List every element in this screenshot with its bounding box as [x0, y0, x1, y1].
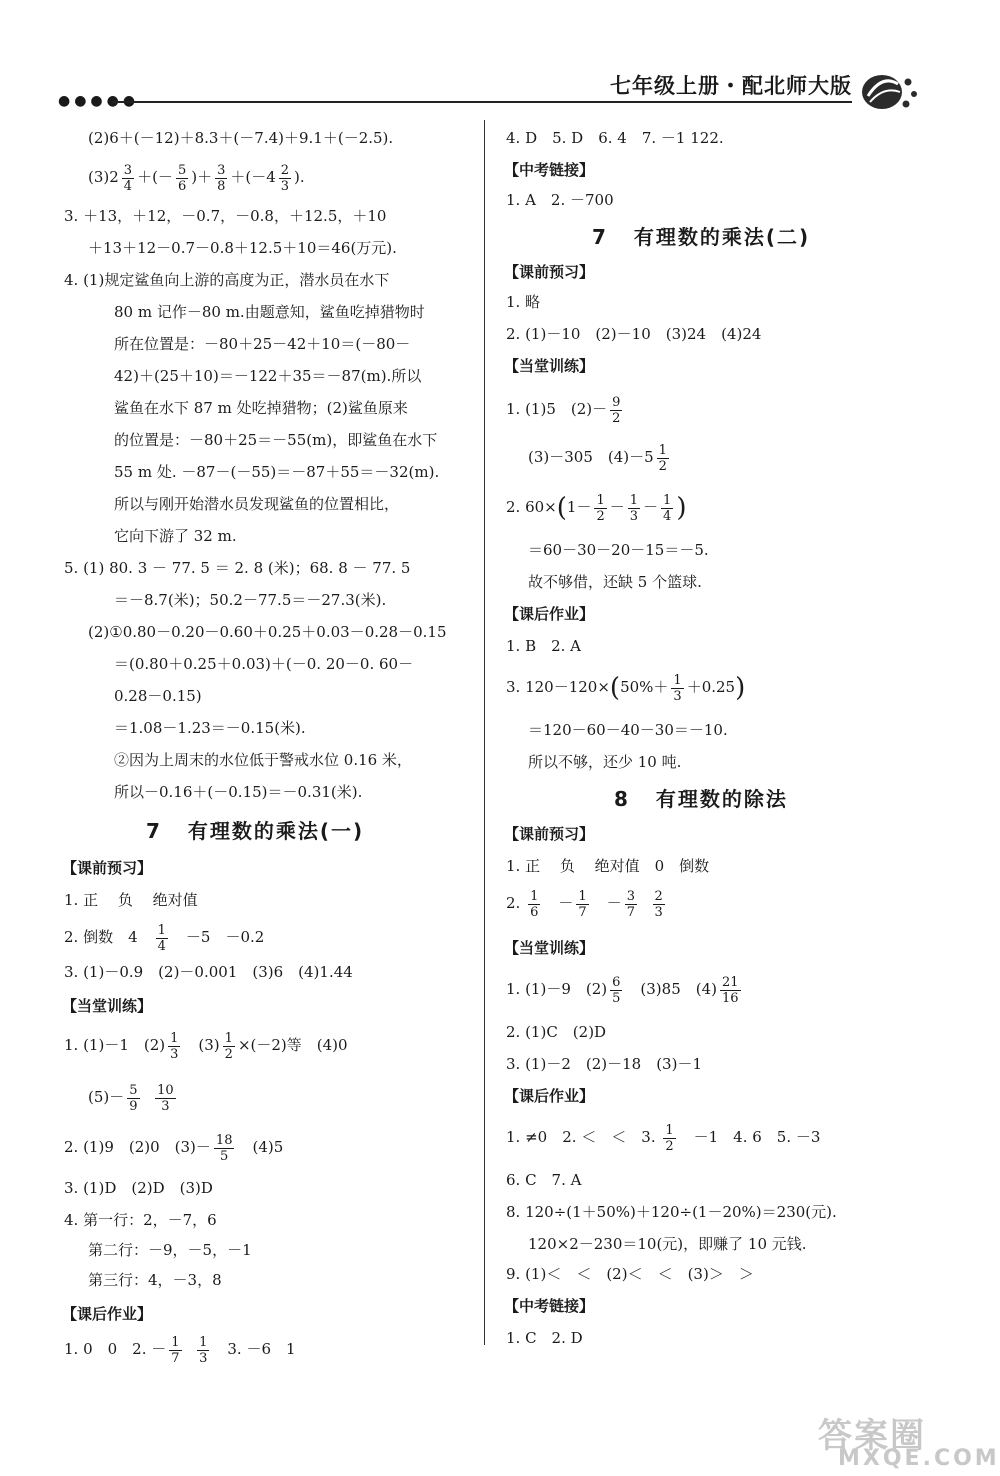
answer-line: 的位置是：－80＋25＝－55(m)，即鲨鱼在水下 — [114, 431, 438, 449]
answer-line: ＝(0.80＋0.25＋0.03)＋(－0. 20－0. 60－ — [114, 655, 414, 673]
fraction: $\frac{1}{3}$ — [199, 1334, 208, 1366]
answer-line-fractions: 2. $\frac{1}{6}$ － $\frac{1}{7}$ － $\frac{3}{7}$ $\frac{2}{3}$ — [506, 888, 663, 920]
site-watermark: 答案圈 — [818, 1416, 926, 1456]
answer-line-fractions: 1. (1)－9 (2) $\frac{6}{5}$ (3)85 (4) $\frac{21}{16}$ — [506, 974, 739, 1006]
section-label: 【中考链接】 — [504, 161, 595, 179]
answer-line: 1. 正 负 绝对值 — [64, 891, 198, 909]
fraction: $\frac{6}{5}$ — [612, 974, 621, 1006]
fraction: $\frac{1}{3}$ — [170, 1030, 179, 1062]
fraction: $\frac{2}{3}$ — [280, 162, 290, 194]
fraction: $\frac{2}{3}$ — [654, 888, 663, 920]
answer-line-fractions: (3)－305 (4)－5 $\frac{1}{2}$ — [528, 442, 667, 474]
answer-line: 3. (1)－2 (2)－18 (3)－1 — [506, 1055, 702, 1073]
fraction: $\frac{1}{3}$ — [673, 672, 682, 704]
answer-line: 5. (1) 80. 3 － 77. 5 ＝ 2. 8 (米)；68. 8 － 77. 5 — [64, 559, 411, 577]
answer-line-fractions: 1. (1)5 (2)－ $\frac{9}{2}$ — [506, 394, 621, 426]
fraction: $\frac{3}{4}$ — [123, 162, 133, 194]
fraction: $\frac{1}{3}$ — [629, 492, 639, 524]
fraction: $\frac{18}{5}$ — [215, 1132, 233, 1164]
answer-line: 第二行：－9，－5，－1 — [88, 1241, 252, 1259]
section-label: 【当堂训练】 — [62, 997, 153, 1015]
answer-line: 4. D 5. D 6. 4 7. －1 122. — [506, 129, 724, 147]
answer-line: 6. C 7. A — [506, 1171, 582, 1189]
answer-line-fractions: 2. (1)9 (2)0 (3)－ $\frac{18}{5}$ (4)5 — [64, 1132, 284, 1164]
header-dots: ●●●●● — [58, 93, 140, 109]
answer-line: 9. (1)＜ ＜ (2)＜ ＜ (3)＞ ＞ — [506, 1265, 754, 1283]
fraction: $\frac{5}{6}$ — [177, 162, 187, 194]
answer-line: ＝60－30－20－15＝－5. — [528, 541, 709, 559]
section-label: 【课后作业】 — [62, 1305, 153, 1323]
answer-line: ＝－8.7(米)；50.2－77.5＝－27.3(米). — [114, 591, 387, 609]
fraction: $\frac{3}{8}$ — [217, 162, 226, 194]
answer-line: (2)6＋(－12)＋8.3＋(－7.4)＋9.1＋(－2.5). — [88, 129, 394, 147]
fraction: $\frac{1}{4}$ — [157, 922, 166, 954]
answer-line: 1. 略 — [506, 293, 541, 311]
section-label: 【当堂训练】 — [504, 357, 595, 375]
fraction: $\frac{1}{4}$ — [663, 492, 672, 524]
answer-line-fractions: 1. ≠0 2. ＜ ＜ 3. $\frac{1}{2}$ －1 4. 6 5. －3 — [506, 1122, 821, 1154]
answer-line: 3. ＋13，＋12，－0.7，－0.8，＋12.5，＋10 — [64, 207, 387, 225]
answer-line-fractions: 2. 60×(1－ $\frac{1}{2}$ － $\frac{1}{3}$ － $\frac{1}{4}$ ) — [506, 492, 687, 524]
fraction: $\frac{1}{2}$ — [224, 1030, 233, 1062]
answer-line: ＝120－60－40－30＝－10. — [528, 721, 728, 739]
section-label: 【课前预习】 — [504, 263, 595, 281]
section-label: 【当堂训练】 — [504, 939, 595, 957]
section-title: 7 有理数的乘法(二) — [592, 225, 811, 249]
section-label: 【中考链接】 — [504, 1297, 595, 1315]
fraction: $\frac{1}{2}$ — [665, 1122, 674, 1154]
fraction: $\frac{1}{2}$ — [596, 492, 605, 524]
answer-line-fractions: 1. (1)－1 (2) $\frac{1}{3}$ (3) $\frac{1}{2}$ ×(－2)等 (4)0 — [64, 1030, 348, 1062]
section-title: 8 有理数的除法 — [614, 787, 788, 811]
answer-line: 1. 正 负 绝对值 0 倒数 — [506, 857, 710, 875]
answer-line: 故不够借，还缺 5 个篮球. — [528, 573, 702, 591]
answer-line: 120×2－230＝10(元)，即赚了 10 元钱. — [528, 1235, 807, 1253]
answer-line: 8. 120÷(1＋50%)＋120÷(1－20%)＝230(元). — [506, 1203, 837, 1221]
answer-line: 第三行：4，－3，8 — [88, 1271, 222, 1289]
fraction: $\frac{1}{7}$ — [578, 888, 587, 920]
fraction: $\frac{21}{16}$ — [722, 974, 739, 1006]
fraction: $\frac{1}{6}$ — [530, 888, 539, 920]
answer-line: ＋13＋12－0.7－0.8＋12.5＋10＝46(万元). — [88, 239, 397, 257]
answer-line: 4. 第一行：2，－7，6 — [64, 1211, 217, 1229]
answer-line: 3. (1)D (2)D (3)D — [64, 1179, 213, 1197]
answer-line: ＝1.08－1.23＝－0.15(米). — [114, 719, 306, 737]
answer-line: 所以不够，还少 10 吨. — [528, 753, 682, 771]
answer-line: 1. A 2. －700 — [506, 191, 614, 209]
answer-line: 0.28－0.15) — [114, 687, 202, 705]
section-title: 7 有理数的乘法(一) — [146, 819, 365, 843]
answer-line: 1. C 2. D — [506, 1329, 583, 1347]
answer-line: 它向下游了 32 m. — [114, 527, 237, 545]
book-series-logo-icon — [858, 72, 920, 112]
fraction: $\frac{9}{2}$ — [612, 394, 621, 426]
header-title: 七年级上册・配北师大版 — [610, 74, 852, 98]
answer-line: (2)①0.80－0.20－0.60＋0.25＋0.03－0.28－0.15 — [88, 623, 447, 641]
answer-line: 所以与刚开始潜水员发现鲨鱼的位置相比， — [114, 495, 400, 513]
fraction: $\frac{1}{7}$ — [171, 1334, 180, 1366]
fraction: $\frac{1}{2}$ — [658, 442, 667, 474]
answer-line: 所在位置是：－80＋25－42＋10＝(－80－ — [114, 335, 411, 353]
answer-line: 3. (1)－0.9 (2)－0.001 (3)6 (4)1.44 — [64, 963, 353, 981]
answer-line: 42)＋(25＋10)＝－122＋35＝－87(m).所以 — [114, 367, 422, 385]
answer-line-fractions: (5)－ $\frac{5}{9}$ $\frac{10}{3}$ — [88, 1082, 174, 1114]
answer-line: 鲨鱼在水下 87 m 处吃掉猎物；(2)鲨鱼原来 — [114, 399, 408, 417]
answer-line-fractions: 1. 0 0 2. － $\frac{1}{7}$ $\frac{1}{3}$ 3. －6 1 — [64, 1334, 296, 1366]
fraction: $\frac{3}{7}$ — [626, 888, 635, 920]
column-divider — [484, 120, 485, 1345]
site-watermark-url: MXQE.COM — [838, 1446, 1000, 1471]
answer-line: 80 m 记作－80 m.由题意知，鲨鱼吃掉猎物时 — [114, 303, 425, 321]
section-label: 【课前预习】 — [504, 825, 595, 843]
fraction: $\frac{10}{3}$ — [157, 1082, 174, 1114]
answer-line: 1. B 2. A — [506, 637, 582, 655]
answer-line: 2. (1)C (2)D — [506, 1023, 607, 1041]
fraction: $\frac{5}{9}$ — [129, 1082, 138, 1114]
answer-line: 2. (1)－10 (2)－10 (3)24 (4)24 — [506, 325, 762, 343]
answer-line: 所以－0.16＋(－0.15)＝－0.31(米). — [114, 783, 363, 801]
answer-line: 55 m 处. －87－(－55)＝－87＋55＝－32(m). — [114, 463, 440, 481]
section-label: 【课前预习】 — [62, 859, 153, 877]
header-rule — [112, 101, 852, 103]
answer-line: 4. (1)规定鲨鱼向上游的高度为正，潜水员在水下 — [64, 271, 390, 289]
section-label: 【课后作业】 — [504, 1087, 595, 1105]
answer-line-fractions: (3)2 $\frac{3}{4}$ ＋(－ $\frac{5}{6}$ )＋ $\frac{3}{8}$ ＋(－4 $\frac{2}{3}$ ). — [88, 162, 305, 194]
answer-line-fractions: 3. 120－120×(50%＋ $\frac{1}{3}$ ＋0.25) — [506, 672, 746, 704]
section-label: 【课后作业】 — [504, 605, 595, 623]
answer-line: ②因为上周末的水位低于警戒水位 0.16 米， — [114, 751, 412, 769]
answer-line-fractions: 2. 倒数 4 $\frac{1}{4}$ －5 －0.2 — [64, 922, 265, 954]
